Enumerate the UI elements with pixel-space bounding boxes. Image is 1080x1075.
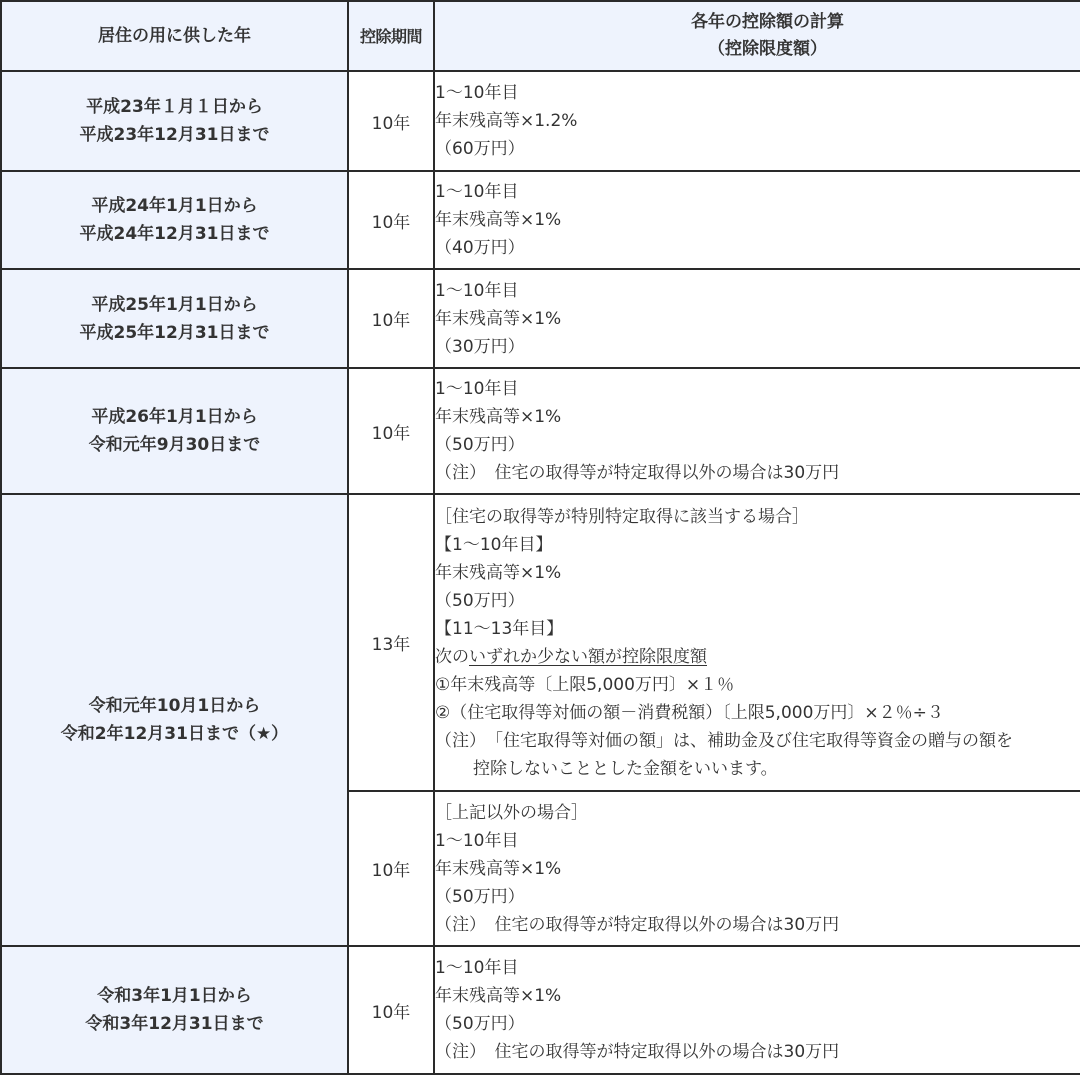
calc-line: 1～10年目	[435, 379, 519, 399]
calc-line: （50万円）	[435, 590, 525, 611]
calc-line: （50万円）	[435, 1014, 525, 1034]
table-row	[1, 71, 1080, 171]
period-cell: 10年	[348, 791, 434, 946]
calc-line: 【11～13年目】	[435, 618, 564, 639]
calc-note: （注） 住宅の取得等が特定取得以外の場合は30万円	[435, 1042, 840, 1062]
calc-line: 1～10年目	[435, 830, 519, 851]
period-cell: 13年	[348, 494, 434, 791]
calc-note-cont: 控除しないこととした金額をいいます。	[473, 758, 778, 779]
calc-cell	[434, 171, 1080, 269]
calc-line: 年末残高等×1%	[435, 858, 562, 879]
header-year-label: 居住の用に供した年	[98, 25, 251, 46]
year-end: 平成24年12月31日まで	[79, 224, 270, 244]
header-period-label: 控除期間	[359, 26, 422, 46]
header-calc-line1: 各年の控除額の計算	[691, 12, 844, 32]
header-row	[1, 1, 1080, 71]
calc-line: ②（住宅取得等対価の額－消費税額）〔上限5,000万円〕×２％÷３	[435, 702, 944, 723]
period-cell: 10年	[348, 71, 434, 171]
year-end: 平成23年12月31日まで	[79, 125, 270, 145]
year-cell	[1, 71, 348, 171]
year-cell	[1, 946, 348, 1074]
calc-line: ［住宅の取得等が特別特定取得に該当する場合］	[435, 506, 809, 527]
year-start: 平成24年1月1日から	[91, 196, 258, 216]
calc-note: （注） 「住宅取得等対価の額」は、補助金及び住宅取得等資金の贈与の額を	[435, 730, 1013, 751]
calc-note: （注） 住宅の取得等が特定取得以外の場合は30万円	[435, 914, 840, 935]
calc-line: 年末残高等×1%	[435, 210, 562, 230]
header-calc	[434, 1, 1080, 71]
header-calc-line2: （控除限度額）	[708, 39, 827, 59]
calc-line: 年末残高等×1%	[435, 562, 562, 583]
table-row	[1, 171, 1080, 269]
calc-line: 1～10年目	[435, 182, 519, 202]
header-period	[348, 1, 434, 71]
calc-line: 年末残高等×1.2%	[435, 111, 578, 131]
calc-cell	[434, 71, 1080, 171]
year-end: 令和元年9月30日まで	[88, 435, 261, 455]
table-row	[1, 269, 1080, 368]
year-start: 平成25年1月1日から	[91, 294, 258, 315]
calc-cell	[434, 791, 1080, 946]
calc-cell	[434, 946, 1080, 1074]
calc-line: （40万円）	[435, 238, 525, 258]
year-end: 令和2年12月31日まで（★）	[60, 724, 289, 744]
year-cell	[1, 368, 348, 494]
calc-line: ［上記以外の場合］	[435, 802, 588, 823]
calc-line	[435, 643, 1080, 671]
calc-line: （60万円）	[435, 139, 525, 159]
year-end: 令和3年12月31日まで	[85, 1014, 264, 1034]
year-start: 平成23年１月１日から	[86, 97, 263, 117]
year-start: 令和3年1月1日から	[97, 986, 252, 1006]
period-cell: 10年	[348, 368, 434, 494]
calc-cell	[434, 269, 1080, 368]
year-end: 平成25年12月31日まで	[79, 322, 270, 343]
header-year	[1, 1, 348, 71]
calc-line: 【1～10年目】	[435, 534, 553, 555]
calc-line: 1～10年目	[435, 280, 519, 301]
year-start: 平成26年1月1日から	[91, 407, 258, 427]
year-cell	[1, 494, 348, 946]
table-row	[1, 368, 1080, 494]
calc-line: 1～10年目	[435, 83, 519, 103]
period-cell: 10年	[348, 269, 434, 368]
calc-cell	[434, 494, 1080, 791]
calc-cell	[434, 368, 1080, 494]
year-cell	[1, 269, 348, 368]
calc-line: 年末残高等×1%	[435, 308, 562, 329]
calc-underlined: いずれか少ない額が控除限度額	[469, 646, 707, 667]
calc-note: （注） 住宅の取得等が特定取得以外の場合は30万円	[435, 463, 840, 483]
calc-line: 年末残高等×1%	[435, 407, 562, 427]
calc-prefix: 次の	[435, 646, 469, 667]
calc-line: （30万円）	[435, 336, 525, 357]
calc-line: ①年末残高等〔上限5,000万円〕×１％	[435, 674, 735, 695]
year-start: 令和元年10月1日から	[88, 696, 261, 716]
calc-line: 1～10年目	[435, 958, 519, 978]
period-cell: 10年	[348, 171, 434, 269]
table-row	[1, 494, 1080, 791]
calc-line: （50万円）	[435, 886, 525, 907]
calc-line: （50万円）	[435, 435, 525, 455]
period-cell: 10年	[348, 946, 434, 1074]
table-row	[1, 946, 1080, 1074]
calc-line: 年末残高等×1%	[435, 986, 562, 1006]
year-cell	[1, 171, 348, 269]
